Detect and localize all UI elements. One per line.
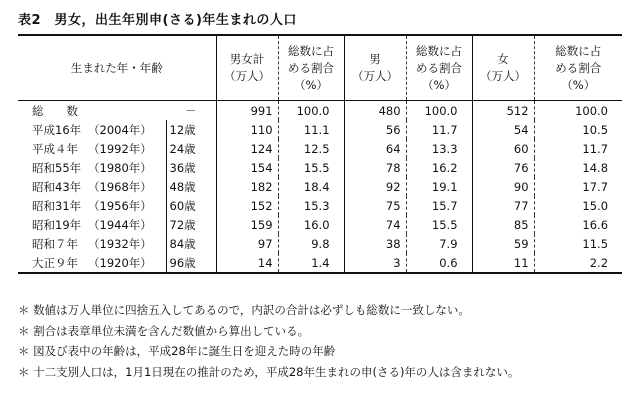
cell-year: （1956年） — [88, 198, 152, 213]
cell-both: 154 — [216, 158, 278, 177]
cell-female: 11 — [472, 253, 534, 273]
cell-female: 59 — [472, 234, 534, 253]
cell-female-pct: 15.0 — [534, 196, 622, 215]
cell-era: 昭和19年 — [32, 217, 82, 232]
note-item: ＊ 割合は表章単位未満を含んだ数値から算出している。 — [18, 323, 310, 338]
header-share-line2: める割合 — [555, 60, 602, 75]
cell-age: 48歳 — [166, 177, 216, 196]
cell-male-pct: 7.9 — [406, 234, 472, 253]
note-item: ＊ 数値は万人単位に四捨五入してあるので，内訳の合計は必ずしも総数に一致しない。 — [18, 303, 470, 317]
cell-both-pct: 16.0 — [278, 215, 344, 234]
total-both-pct: 100.0 — [278, 101, 344, 121]
cell-female: 85 — [472, 215, 534, 234]
cell-age: 72歳 — [166, 215, 216, 234]
cell-year: （1944年） — [88, 217, 152, 232]
cell-era: 平成４年 — [32, 141, 78, 156]
header-female — [472, 35, 534, 101]
header-share-line1: 総数に占 — [555, 43, 602, 58]
header-both-label: 男女計 — [229, 52, 265, 66]
cell-era: 昭和31年 — [32, 198, 82, 213]
header-both-unit: （万人） — [224, 69, 271, 83]
cell-era: 大正９年 — [18, 253, 88, 273]
cell-male-pct: 15.5 — [406, 215, 472, 234]
table-row — [18, 253, 622, 273]
header-male-unit: （万人） — [352, 69, 399, 83]
cell-female: 54 — [472, 120, 534, 139]
cell-age: 24歳 — [166, 139, 216, 158]
cell-both: 182 — [216, 177, 278, 196]
cell-year: （2004年） — [88, 122, 152, 137]
cell-both: 14 — [216, 253, 278, 273]
total-label: 総 数 — [32, 103, 78, 118]
cell-male-pct: 13.3 — [406, 139, 472, 158]
cell-female: 90 — [472, 177, 534, 196]
total-male-pct: 100.0 — [406, 101, 472, 121]
note-item: ＊ 十二支別人口は，1月1日現在の推計のため，平成28年生まれの申(さる)年の人は含まれない。 — [18, 364, 520, 379]
cell-male: 78 — [344, 158, 406, 177]
cell-age: 12歳 — [166, 120, 216, 139]
cell-both-pct: 11.1 — [278, 120, 344, 139]
header-share-line2: める割合 — [288, 60, 335, 75]
table-row — [18, 120, 622, 139]
table-row — [18, 215, 622, 234]
total-row — [18, 101, 622, 121]
total-both: 991 — [216, 101, 278, 121]
cell-female-pct: 2.2 — [534, 253, 622, 273]
header-male-share — [406, 35, 472, 101]
cell-era: 昭和55年 — [32, 160, 82, 175]
cell-male-pct: 19.1 — [406, 177, 472, 196]
cell-age: 36歳 — [166, 158, 216, 177]
cell-female-pct: 14.8 — [534, 158, 622, 177]
cell-both-pct: 1.4 — [278, 253, 344, 273]
table-row — [18, 177, 622, 196]
cell-era: 平成16年 — [32, 122, 82, 137]
cell-male-pct: 0.6 — [406, 253, 472, 273]
cell-era: 昭和７年 — [32, 236, 78, 251]
header-row — [18, 35, 622, 101]
cell-year: （1992年） — [88, 141, 152, 156]
cell-female-pct: 11.5 — [534, 234, 622, 253]
note-item: ＊ 図及び表中の年齢は，平成28年に誕生日を迎えた時の年齢 — [18, 344, 336, 358]
cell-age: 60歳 — [166, 196, 216, 215]
cell-male: 75 — [344, 196, 406, 215]
header-male — [344, 35, 406, 101]
table-title: 表2 男女，出生年別申(さる)年生まれの人口 — [18, 13, 297, 28]
header-birth: 生まれた年・年齢 — [18, 35, 216, 101]
cell-female: 76 — [472, 158, 534, 177]
cell-male-pct: 15.7 — [406, 196, 472, 215]
header-share-line3: （%） — [294, 77, 328, 92]
cell-female-pct: 11.7 — [534, 139, 622, 158]
cell-age: 84歳 — [166, 234, 216, 253]
cell-year: （1968年） — [88, 179, 152, 194]
header-share-line3: （%） — [422, 77, 456, 92]
table-row — [18, 196, 622, 215]
cell-both-pct: 18.4 — [278, 177, 344, 196]
cell-female-pct: 16.6 — [534, 215, 622, 234]
cell-male: 56 — [344, 120, 406, 139]
header-both — [216, 35, 278, 101]
header-female-label: 女 — [497, 52, 509, 66]
table-row — [18, 158, 622, 177]
total-dash: － — [185, 103, 197, 118]
cell-era: 昭和43年 — [32, 179, 82, 194]
cell-both: 152 — [216, 196, 278, 215]
header-female-share — [534, 35, 622, 101]
notes — [18, 300, 519, 382]
total-female: 512 — [472, 101, 534, 121]
header-female-unit: （万人） — [480, 69, 527, 83]
cell-male: 3 — [344, 253, 406, 273]
cell-male: 64 — [344, 139, 406, 158]
cell-both: 110 — [216, 120, 278, 139]
cell-male: 92 — [344, 177, 406, 196]
cell-male: 74 — [344, 215, 406, 234]
cell-both: 159 — [216, 215, 278, 234]
total-male: 480 — [344, 101, 406, 121]
cell-male: 38 — [344, 234, 406, 253]
cell-year: （1932年） — [88, 236, 152, 251]
header-male-label: 男 — [369, 52, 381, 66]
cell-male-pct: 16.2 — [406, 158, 472, 177]
total-female-pct: 100.0 — [534, 101, 622, 121]
cell-female: 60 — [472, 139, 534, 158]
cell-female: 77 — [472, 196, 534, 215]
header-share-line3: （%） — [561, 77, 596, 92]
population-table — [18, 34, 622, 274]
header-share-line2: める割合 — [416, 60, 463, 75]
cell-both-pct: 12.5 — [278, 139, 344, 158]
cell-both: 97 — [216, 234, 278, 253]
cell-year: （1980年） — [88, 160, 152, 175]
cell-year: （1920年） — [88, 253, 166, 273]
cell-both-pct: 9.8 — [278, 234, 344, 253]
cell-age: 96歳 — [166, 253, 216, 273]
header-share-line1: 総数に占 — [288, 43, 335, 58]
header-share-line1: 総数に占 — [416, 43, 463, 58]
cell-both-pct: 15.3 — [278, 196, 344, 215]
table-row — [18, 234, 622, 253]
cell-female-pct: 17.7 — [534, 177, 622, 196]
cell-male-pct: 11.7 — [406, 120, 472, 139]
header-both-share — [278, 35, 344, 101]
cell-both-pct: 15.5 — [278, 158, 344, 177]
cell-female-pct: 10.5 — [534, 120, 622, 139]
table-row — [18, 139, 622, 158]
cell-both: 124 — [216, 139, 278, 158]
